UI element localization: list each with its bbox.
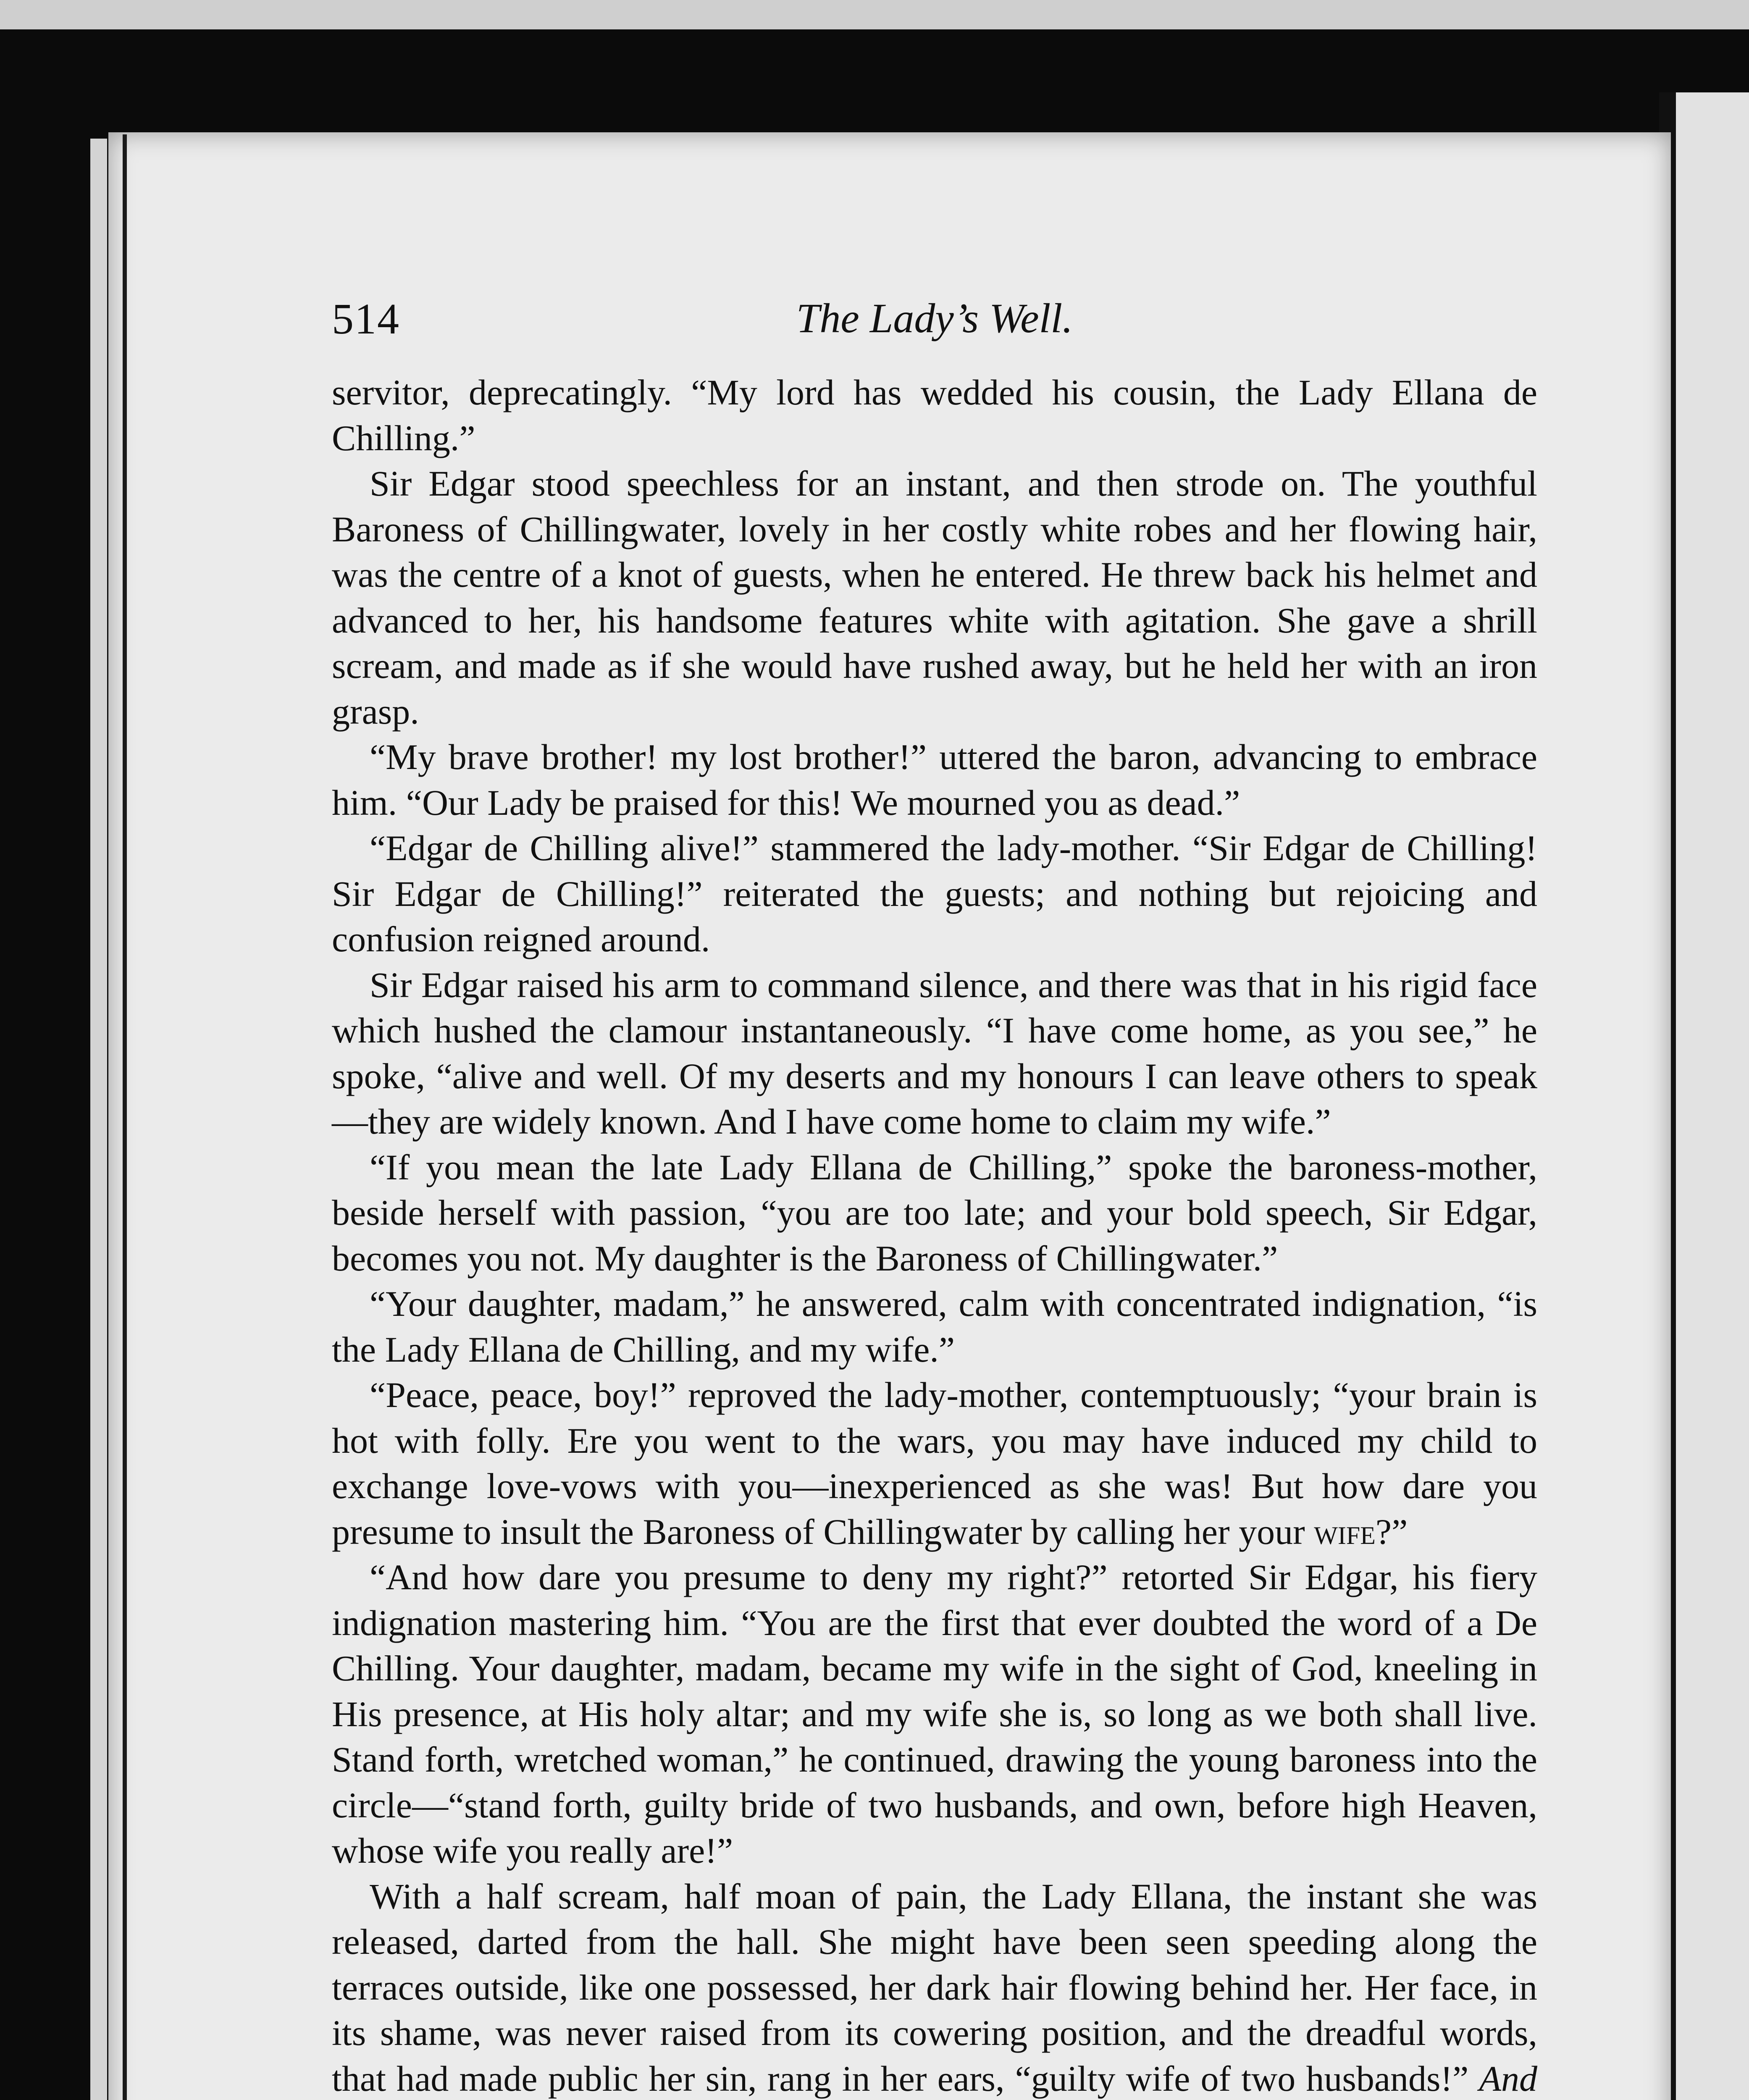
body-text (332, 370, 1537, 2100)
paragraph: “And how dare you presume to deny my right?” retorted Sir Edgar, his fiery indignation mastering him. “You are the first that ever doubted the word of a De Chilling. Your daughter, madam, became my wife in the sight of God, kneeling in His presence, at His holy altar; and my wife she is, so long as we both shall live. Stand forth, wretched woman,” he continued, drawing the young baroness into the circle—“stand forth, guilty bride of two husbands, and own, before high Heaven, whose wife you really are!” (332, 1557, 1537, 1871)
italic-phrase: And (1479, 2058, 1537, 2099)
paragraph-text: ?” (1375, 1511, 1408, 1552)
paragraph-text: “Peace, peace, boy!” reproved the lady-mother, contemptuously; “your brain is hot with folly. Ere you went to the wars, you may have induced my child to exchange love-vows with you—inexperienced as she was! But how dare you presume to insult the Baroness of Chillingwater by calling her your (332, 1375, 1537, 1552)
paragraph (332, 1874, 1537, 2100)
paragraph: Sir Edgar raised his arm to command silence, and there was that in his rigid face which hushed the clamour instantaneously. “I have come home, as you see,” he spoke, “alive and well. Of my deserts and my honours I can leave others to speak—they are widely known. And I have come home to claim my wife.” (332, 964, 1537, 1142)
facing-page-sliver (1676, 92, 1749, 2100)
paragraph: Sir Edgar stood speechless for an instant, and then strode on. The youthful Baroness of Chillingwater, lovely in her costly white robes and her flowing hair, was the centre of a knot of guests, when he entered. He threw back his helmet and advanced to her, his handsome features white with agitation. She gave a shrill scream, and made as if she would have rushed away, but he held her with an iron grasp. (332, 463, 1537, 732)
running-title: The Lady’s Well. (796, 295, 1073, 341)
paragraph: “Your daughter, madam,” he answered, calm with concentrated indignation, “is the Lady Ellana de Chilling, and my wife.” (332, 1284, 1537, 1370)
scan-top-border (0, 0, 1749, 29)
page-border-line (123, 134, 127, 2100)
page-header (332, 294, 1537, 357)
paragraph (332, 1372, 1537, 1554)
paragraph: “Edgar de Chilling alive!” stammered the lady-mother. “Sir Edgar de Chilling! Sir Edgar de Chilling!” reiterated the guests; and nothing but rejoicing and confusion reigned around. (332, 828, 1537, 959)
page-left-edge (90, 139, 107, 2100)
paragraph: “My brave brother! my lost brother!” uttered the baron, advancing to embrace him. “Our Lady be praised for this! We mourned you as dead.” (332, 737, 1537, 823)
small-caps-word: wife (1314, 1511, 1376, 1552)
paragraph-text: With a half scream, half moan of pain, the Lady Ellana, the instant she was released, darted from the hall. She might have been seen speeding along the terraces outside, like one possessed, her dark hair flowing behind her. Her face, in its shame, was never raised from its cowering position, and the dreadful words, that had made public her sin, rang in her ears, “guilty wife of two husbands!” (332, 1876, 1537, 2099)
paragraph: servitor, deprecatingly. “My lord has wedded his cousin, the Lady Ellana de Chilling.” (332, 372, 1537, 458)
page-number: 514 (332, 295, 400, 343)
paragraph: “If you mean the late Lady Ellana de Chilling,” spoke the baroness-mother, beside herself with passion, “you are too late; and your bold speech, Sir Edgar, becomes you not. My daughter is the Baroness of Chillingwater.” (332, 1147, 1537, 1278)
